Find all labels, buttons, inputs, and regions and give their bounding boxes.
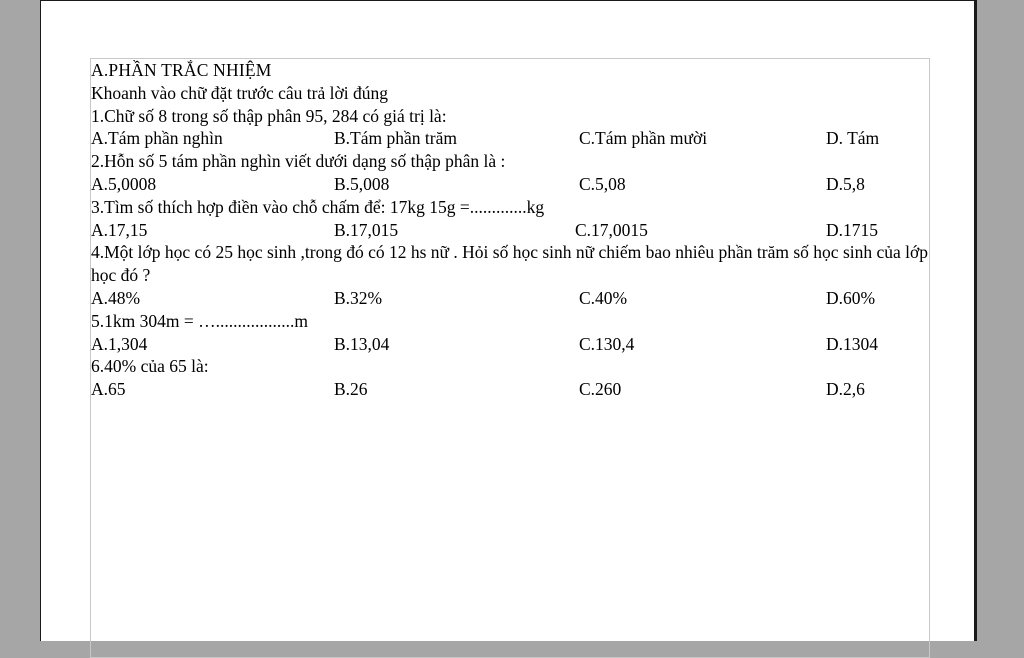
option-a: A.65 — [91, 379, 126, 400]
section-title: A.PHẦN TRẮC NHIỆM — [91, 60, 272, 80]
question-2: 2.Hỗn số 5 tám phần nghìn viết dưới dạng số thập phân là : — [91, 151, 506, 172]
option-a: A.5,0008 — [91, 173, 157, 194]
option-d: D.5,8 — [826, 173, 865, 194]
question-2-options — [91, 173, 951, 196]
option-b: B.32% — [334, 287, 383, 308]
question-1-options — [91, 127, 951, 150]
option-d: D.1715 — [826, 219, 879, 240]
option-c: C.260 — [579, 379, 622, 400]
option-c: C.40% — [579, 287, 628, 308]
question-4: 4.Một lớp học có 25 học sinh ,trong đó có 12 hs nữ . Hỏi số học sinh nữ chiếm bao nhiêu phần trăm số học sinh của lớp học đó ? — [91, 242, 929, 286]
question-6: 6.40% của 65 là: — [91, 356, 209, 377]
instruction-text: Khoanh vào chữ đặt trước câu trả lời đúng — [91, 82, 388, 103]
option-c: C.130,4 — [579, 333, 635, 354]
question-5: 5.1km 304m = …..................m — [91, 310, 308, 331]
option-a: A.Tám phần nghìn — [91, 128, 223, 149]
option-a: A.1,304 — [91, 333, 148, 354]
option-b: B.Tám phần trăm — [334, 128, 457, 149]
option-a: A.17,15 — [91, 219, 148, 240]
option-d: D. Tám — [826, 128, 880, 149]
option-c: C.17,0015 — [575, 219, 648, 240]
question-6-options — [91, 378, 951, 401]
question-5-options — [91, 333, 951, 356]
option-d: D.2,6 — [826, 379, 865, 400]
option-c: C.5,08 — [579, 173, 626, 194]
option-b: B.17,015 — [334, 219, 399, 240]
option-b: B.13,04 — [334, 333, 390, 354]
option-b: B.26 — [334, 379, 368, 400]
option-b: B.5,008 — [334, 173, 390, 194]
question-1: 1.Chữ số 8 trong số thập phân 95, 284 có giá trị là: — [91, 105, 447, 126]
option-d: D.60% — [826, 287, 876, 308]
question-3-options — [91, 219, 951, 242]
question-3: 3.Tìm số thích hợp điền vào chỗ chấm để: 17kg 15g =.............kg — [91, 196, 545, 217]
option-a: A.48% — [91, 287, 141, 308]
document-body[interactable] — [91, 59, 951, 401]
option-c: C.Tám phần mười — [579, 128, 708, 149]
question-4-options — [91, 287, 951, 310]
option-d: D.1304 — [826, 333, 879, 354]
